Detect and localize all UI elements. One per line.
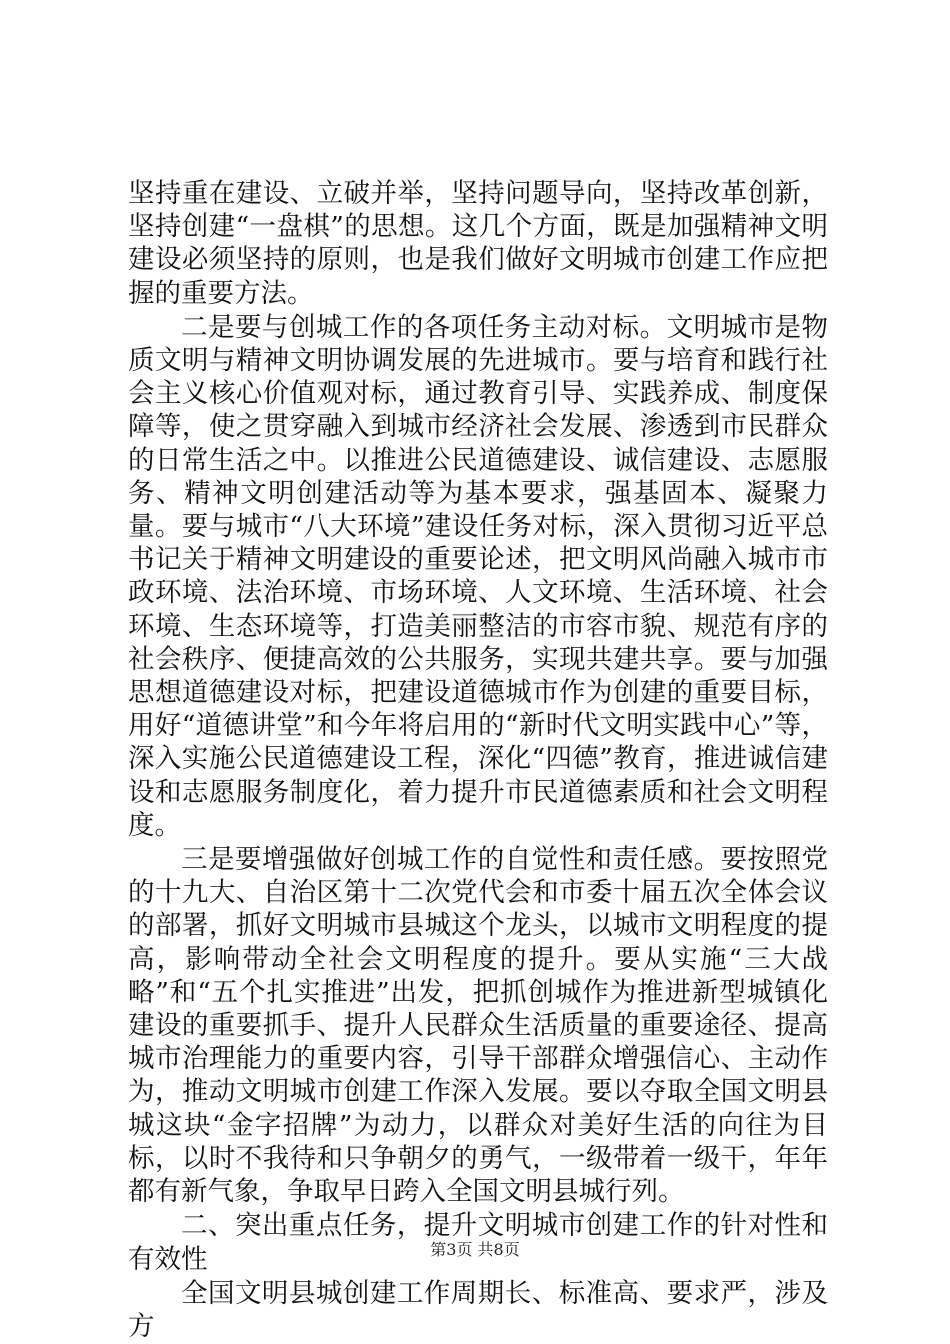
page-number-footer: 第3页 共8页 [430, 1240, 520, 1259]
document-body [128, 177, 828, 1343]
paragraph-4: 全国文明县城创建工作周期长、标准高、要求严，涉及方 [128, 1277, 828, 1342]
paragraph-2: 二是要与创城工作的各项任务主动对标。文明城市是物质文明与精神文明协调发展的先进城市。要与培育和践行社会主义核心价值观对标，通过教育引导、实践养成、制度保障等，使之贯穿融入到城市经济社会发展、渗透到市民群众的日常生活之中。以推进公民道德建设、诚信建设、志愿服务、精神文明创建活动等为基本要求，强基固本、凝聚力量。要与城市“八大环境”建设任务对标，深入贯彻习近平总书记关于精神文明建设的重要论述，把文明风尚融入城市市政环境、法治环境、市场环境、人文环境、生活环境、社会环境、生态环境等，打造美丽整洁的市容市貌、规范有序的社会秩序、便捷高效的公共服务，实现共建共享。要与加强思想道德建设对标，把建设道德城市作为创建的重要目标，用好“道德讲堂”和今年将启用的“新时代文明实践中心”等，深入实施公民道德建设工程，深化“四德”教育，推进诚信建设和志愿服务制度化，着力提升市民道德素质和社会文明程度。 [128, 311, 828, 841]
paragraph-3: 三是要增强做好创城工作的自觉性和责任感。要按照党的十九大、自治区第十二次党代会和市委十届五次全体会议的部署，抓好文明城市县城这个龙头，以城市文明程度的提高，影响带动全社会文明程度的提升。要从实施“三大战略”和“五个扎实推进”出发，把抓创城作为推进新型城镇化建设的重要抓手、提升人民群众生活质量的重要途径、提高城市治理能力的重要内容，引导干部群众增强信心、主动作为，推动文明城市创建工作深入发展。要以夺取全国文明县城这块“金字招牌”为动力，以群众对美好生活的向往为目标，以时不我待和只争朝夕的勇气，一级带着一级干，年年都有新气象，争取早日跨入全国文明县城行列。 [128, 844, 828, 1208]
section-heading: 二、突出重点任务，提升文明城市创建工作的针对性和有效性 [128, 1210, 828, 1275]
paragraph-1: 坚持重在建设、立破并举，坚持问题导向，坚持改革创新，坚持创建“一盘棋”的思想。这几个方面，既是加强精神文明建设必须坚持的原则，也是我们做好文明城市创建工作应把握的重要方法。 [128, 178, 828, 309]
